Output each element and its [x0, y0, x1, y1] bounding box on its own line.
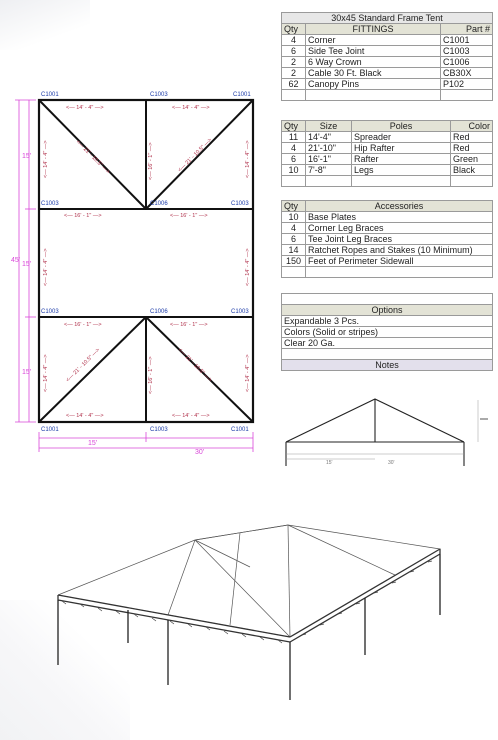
fittings-table	[281, 12, 493, 101]
table-row	[282, 338, 493, 349]
option-cell: Colors (Solid or stripes)	[282, 327, 493, 338]
fitting-cell: Canopy Pins	[306, 79, 441, 90]
spreader-dim: <— 14' - 4" —>	[66, 105, 104, 111]
joint-label: C1001	[231, 427, 249, 433]
hip-rafter-dim: <— 21' - 10.5" —>	[176, 347, 213, 384]
part-header: Part #	[440, 24, 492, 35]
qty-cell: 10	[282, 165, 306, 176]
part-cell: C1006	[440, 57, 492, 68]
qty-cell: 150	[282, 256, 306, 267]
pole-cell: Spreader	[352, 132, 451, 143]
spreader-dim-v: <— 14' - 4" —>	[245, 140, 251, 178]
plan-dim-30-bottom: 30'	[195, 449, 205, 456]
plan-dim-15-bottom: 15'	[88, 440, 98, 447]
iso-valance-scallops	[62, 561, 432, 643]
joint-label: C1003	[41, 309, 59, 315]
part-cell: CB30X	[440, 68, 492, 79]
joint-label: C1003	[41, 201, 59, 207]
table-row	[282, 57, 493, 68]
plan-dim-15-bot: 15'	[22, 369, 32, 376]
qty-cell: 4	[282, 35, 306, 46]
spreader-dim: <— 14' - 4" —>	[66, 413, 104, 419]
elevation-dim-30: 30'	[388, 460, 395, 466]
qty-cell: 4	[282, 223, 306, 234]
spreader-dim-v: <— 14' - 4" —>	[43, 248, 49, 286]
color-cell: Black	[451, 165, 493, 176]
isometric-tent-diagram	[40, 515, 480, 700]
fitting-cell: Cable 30 Ft. Black	[306, 68, 441, 79]
qty-cell: 6	[282, 234, 306, 245]
option-cell: Clear 20 Ga.	[282, 338, 493, 349]
plan-hip-dims	[65, 137, 213, 383]
hip-rafter-dim: <— 21' - 10.5" —>	[65, 347, 102, 384]
accessory-cell: Feet of Perimeter Sidewall	[306, 256, 493, 267]
iso-roof-lines	[58, 525, 440, 637]
color-cell: Red	[451, 143, 493, 154]
table-row	[282, 327, 493, 338]
pole-cell: Rafter	[352, 154, 451, 165]
fitting-cell: Side Tee Joint	[306, 46, 441, 57]
joint-label: C1003	[231, 201, 249, 207]
joint-label: C1003	[231, 309, 249, 315]
table-row	[282, 223, 493, 234]
poles-header: Poles	[352, 121, 451, 132]
part-cell: C1001	[440, 35, 492, 46]
rafter-dim-v: <— 16' - 1" —>	[148, 142, 154, 180]
qty-cell: 2	[282, 57, 306, 68]
elevation-height-mark	[480, 418, 488, 420]
joint-label: C1003	[150, 427, 168, 433]
rafter-dim: <— 16' - 1" —>	[170, 213, 208, 219]
accessory-cell: Ratchet Ropes and Stakes (10 Minimum)	[306, 245, 493, 256]
table-row	[282, 212, 493, 223]
qty-cell: 14	[282, 245, 306, 256]
size-cell: 14'-4"	[306, 132, 352, 143]
qty-cell: 62	[282, 79, 306, 90]
table-row	[282, 245, 493, 256]
qty-cell: 4	[282, 143, 306, 154]
joint-label: C1003	[150, 92, 168, 98]
accessory-cell: Tee Joint Leg Braces	[306, 234, 493, 245]
accessory-cell: Corner Leg Braces	[306, 223, 493, 234]
table-row	[282, 267, 493, 278]
table-row	[282, 165, 493, 176]
table-row	[282, 68, 493, 79]
plan-dim-15-mid: 15'	[22, 261, 32, 268]
table-row	[282, 90, 493, 101]
table-row	[282, 154, 493, 165]
side-elevation-diagram	[278, 394, 493, 474]
joint-label: C1006	[150, 309, 168, 315]
plan-dim-45: 45'	[11, 257, 21, 264]
plan-dim-15-top: 15'	[22, 153, 32, 160]
option-cell: Expandable 3 Pcs.	[282, 316, 493, 327]
rafter-dim-v: <— 16' - 1" —>	[148, 356, 154, 394]
spreader-dim-v: <— 14' - 4" —>	[43, 140, 49, 178]
part-cell: P102	[440, 79, 492, 90]
elevation-dimension-lines	[286, 400, 478, 459]
rafter-dim: <— 16' - 1" —>	[64, 213, 102, 219]
elevation-dim-15: 15'	[326, 460, 333, 466]
fittings-header: FITTINGS	[306, 24, 441, 35]
spreader-dim-v: <— 14' - 4" —>	[245, 248, 251, 286]
spreader-dim: <— 14' - 4" —>	[172, 105, 210, 111]
table-row	[282, 176, 493, 187]
table-row	[282, 79, 493, 90]
hip-rafter-dim: <— 21' - 10.5" —>	[74, 139, 111, 176]
part-cell: C1003	[440, 46, 492, 57]
qty-cell: 11	[282, 132, 306, 143]
fitting-cell: 6 Way Crown	[306, 57, 441, 68]
joint-label: C1001	[41, 427, 59, 433]
table-row	[282, 256, 493, 267]
table-row	[282, 35, 493, 46]
elevation-frame	[286, 399, 464, 466]
options-table	[281, 293, 493, 371]
qty-cell: 10	[282, 212, 306, 223]
corner-shading-top	[0, 0, 90, 50]
color-header: Color	[451, 121, 493, 132]
spreader-dim-v: <— 14' - 4" —>	[245, 354, 251, 392]
joint-label: C1006	[150, 201, 168, 207]
size-cell: 21'-10"	[306, 143, 352, 154]
table-row	[282, 349, 493, 360]
table-row	[282, 143, 493, 154]
size-header: Size	[306, 121, 352, 132]
joint-label: C1001	[41, 92, 59, 98]
color-cell: Red	[451, 132, 493, 143]
qty-cell: 6	[282, 154, 306, 165]
table-row	[282, 132, 493, 143]
table-row	[282, 234, 493, 245]
plan-outer-dimension-lines	[15, 100, 253, 452]
hip-rafter-dim: <— 21' - 10.5" —>	[177, 137, 214, 174]
joint-label: C1001	[233, 92, 251, 98]
table-row	[282, 316, 493, 327]
spreader-dim: <— 14' - 4" —>	[172, 413, 210, 419]
fitting-cell: Corner	[306, 35, 441, 46]
qty-cell: 6	[282, 46, 306, 57]
qty-header: Qty	[282, 201, 306, 212]
accessory-cell: Base Plates	[306, 212, 493, 223]
floor-plan-diagram	[0, 86, 262, 466]
tent-title: 30x45 Standard Frame Tent	[282, 13, 493, 24]
poles-table	[281, 120, 493, 187]
pole-cell: Hip Rafter	[352, 143, 451, 154]
accessories-table	[281, 200, 493, 278]
spreader-dim-v: <— 14' - 4" —>	[43, 354, 49, 392]
rafter-dim: <— 16' - 1" —>	[64, 322, 102, 328]
qty-cell: 2	[282, 68, 306, 79]
color-cell: Green	[451, 154, 493, 165]
size-cell: 16'-1"	[306, 154, 352, 165]
iso-legs	[58, 554, 440, 700]
size-cell: 7'-8"	[306, 165, 352, 176]
rafter-dim: <— 16' - 1" —>	[170, 322, 208, 328]
qty-header: Qty	[282, 24, 306, 35]
accessories-header: Accessories	[306, 201, 493, 212]
notes-header: Notes	[282, 360, 493, 371]
options-header: Options	[282, 305, 493, 316]
pole-cell: Legs	[352, 165, 451, 176]
qty-header: Qty	[282, 121, 306, 132]
table-row	[282, 46, 493, 57]
